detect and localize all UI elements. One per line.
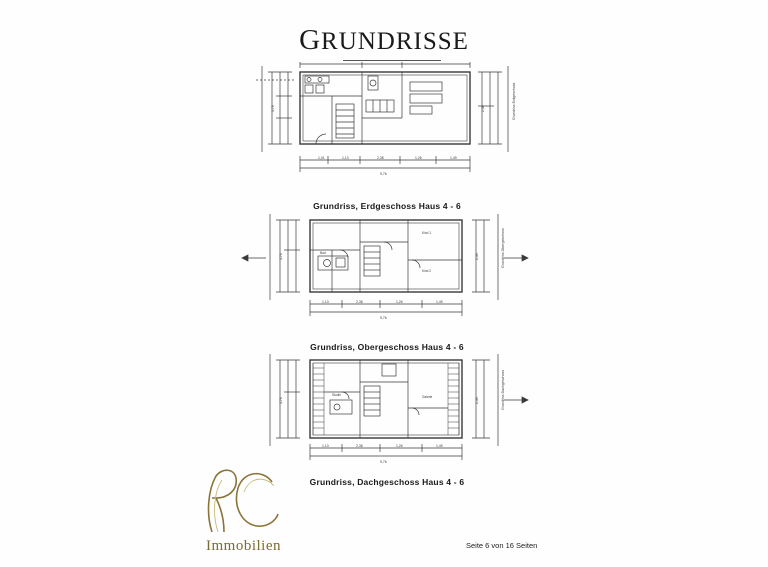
floorplan-drawing-dachgeschoss [232,352,542,477]
page-title [0,24,768,57]
svg-text:1,13: 1,13 [322,300,329,304]
floorplan-drawing-obergeschoss [232,210,542,340]
svg-text:1,49: 1,49 [450,156,457,160]
svg-text:3,76: 3,76 [279,397,283,404]
svg-text:Grundriss Obergeschoss: Grundriss Obergeschoss [501,228,505,268]
svg-text:3,76: 3,76 [271,105,275,112]
page-title-first-letter: G [299,24,322,56]
svg-text:2,38: 2,38 [377,156,384,160]
logo-text: Immobilien [206,538,281,554]
svg-text:2,38: 2,38 [356,300,363,304]
svg-text:1,13: 1,13 [322,444,329,448]
page-title-rest: RUNDRISSE [321,28,469,55]
svg-text:1,49: 1,49 [436,300,443,304]
svg-text:1,26: 1,26 [396,300,403,304]
svg-text:Bad: Bad [320,251,326,255]
svg-text:2,38: 2,38 [356,444,363,448]
page-footer: Seite 6 von 16 Seiten [466,541,538,550]
svg-text:Galerie: Galerie [422,395,433,399]
plan-erdgeschoss [232,60,542,210]
svg-text:2,49: 2,49 [475,253,479,260]
svg-text:2,49: 2,49 [481,105,485,112]
svg-text:1,01: 1,01 [318,156,325,160]
plan-obergeschoss [232,210,542,350]
svg-text:3,76: 3,76 [279,253,283,260]
svg-text:2,49: 2,49 [475,397,479,404]
svg-text:Kind 1: Kind 1 [422,231,432,235]
floorplan-drawing-erdgeschoss [232,60,542,200]
svg-text:Kind 2: Kind 2 [422,269,432,273]
svg-text:9,76: 9,76 [380,460,387,464]
svg-text:Grundriss Erdgeschoss: Grundriss Erdgeschoss [512,82,516,120]
caption-dachgeschoss: Grundriss, Dachgeschoss Haus 4 - 6 [309,477,465,487]
caption-obergeschoss: Grundriss, Obergeschoss Haus 4 - 6 [310,342,464,352]
logo-monogram-icon [186,462,301,542]
svg-text:1,49: 1,49 [436,444,443,448]
svg-text:Studio: Studio [332,393,342,397]
svg-text:1,26: 1,26 [415,156,422,160]
svg-text:9,76: 9,76 [380,316,387,320]
svg-text:1,26: 1,26 [396,444,403,448]
svg-text:1,13: 1,13 [342,156,349,160]
company-logo [186,462,301,562]
caption-erdgeschoss: Grundriss, Erdgeschoss Haus 4 - 6 [313,201,461,211]
svg-text:9,76: 9,76 [380,172,387,176]
svg-text:Grundriss Dachgeschoss: Grundriss Dachgeschoss [501,369,505,410]
